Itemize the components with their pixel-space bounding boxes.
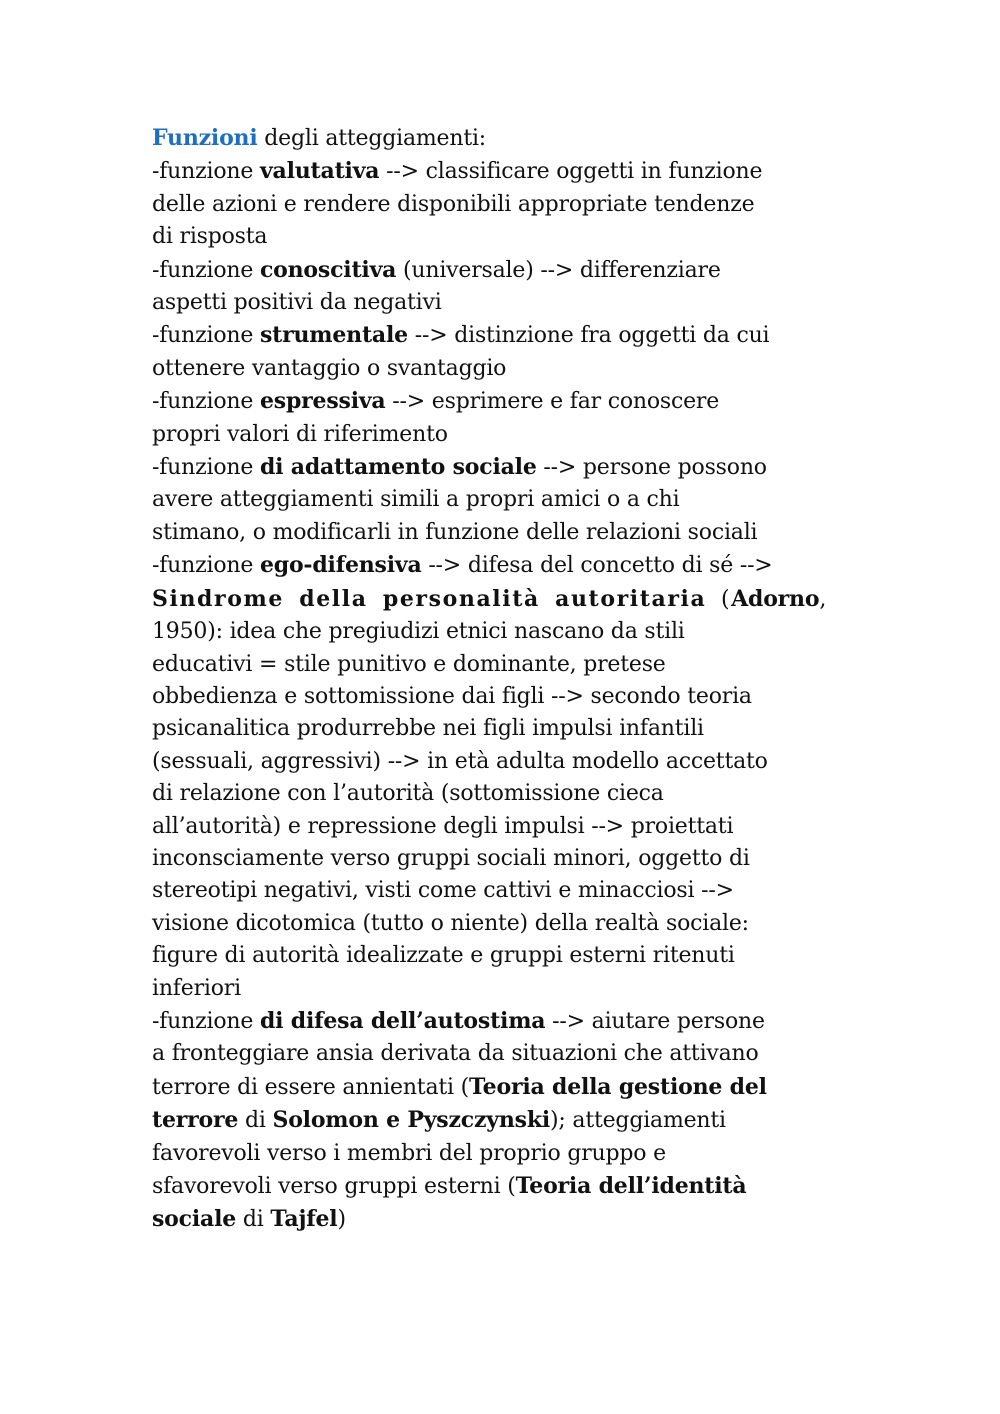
text-segment: (: [706, 586, 732, 612]
text-line: [152, 1138, 852, 1170]
text-line: [152, 122, 852, 155]
text-line: [152, 940, 852, 972]
text-line: [152, 385, 852, 418]
text-segment: di: [236, 1207, 271, 1233]
text-segment: -funzione: [152, 323, 260, 349]
text-line: [152, 843, 852, 875]
text-segment: ): [337, 1207, 346, 1233]
bold-term: Solomon e Pyszczynski: [272, 1107, 551, 1134]
text-line: [152, 353, 852, 385]
text-segment: propri valori di riferimento: [152, 421, 448, 447]
text-segment: di relazione con l’autorità (sottomissione cieca: [152, 781, 664, 807]
text-segment: all’autorità) e repressione degli impulsi --> proiettati: [152, 813, 734, 839]
bold-term: Tajfel: [270, 1206, 338, 1233]
text-segment: -funzione: [152, 455, 260, 481]
heading-word: Funzioni: [152, 125, 258, 151]
text-line: [152, 319, 852, 352]
bold-term: di difesa dell’autostima: [259, 1007, 546, 1034]
text-line: [152, 1170, 852, 1203]
document-text: [152, 122, 852, 1237]
text-segment: inferiori: [152, 975, 241, 1001]
text-segment: -funzione: [152, 553, 260, 579]
text-segment: (sessuali, aggressivi) --> in età adulta modello accettato: [152, 748, 768, 774]
text-line: [152, 419, 852, 451]
document-page: [152, 122, 852, 1237]
text-segment: --> classificare oggetti in funzione: [379, 159, 763, 185]
text-line: [152, 484, 852, 516]
text-line: [152, 254, 852, 287]
text-segment: ); atteggiamenti: [550, 1108, 726, 1134]
text-segment: degli atteggiamenti:: [257, 126, 487, 151]
text-line: [152, 1071, 852, 1104]
text-line: [152, 155, 852, 188]
text-segment: (universale) --> differenziare: [396, 257, 721, 283]
text-line: [152, 583, 852, 616]
text-segment: ,: [819, 586, 827, 612]
text-line: [152, 875, 852, 907]
bold-term: ego-difensiva: [259, 552, 422, 579]
text-line: [152, 1005, 852, 1038]
text-segment: --> esprimere e far conoscere: [385, 389, 720, 415]
bold-term: espressiva: [259, 388, 386, 415]
text-line: [152, 649, 852, 681]
text-segment: inconsciamente verso gruppi sociali minori, oggetto di: [152, 845, 750, 871]
bold-term: Adorno: [731, 585, 820, 612]
text-segment: stereotipi negativi, visti come cattivi e minacciosi -->: [152, 878, 734, 904]
text-segment: figure di autorità idealizzate e gruppi esterni ritenuti: [152, 943, 735, 969]
text-line: [152, 616, 852, 648]
text-segment: psicanalitica produrrebbe nei figli impulsi infantili: [152, 716, 704, 742]
text-segment: aspetti positivi da negativi: [152, 290, 442, 316]
text-line: [152, 811, 852, 843]
text-line: [152, 1104, 852, 1137]
text-line: [152, 1038, 852, 1070]
text-line: [152, 746, 852, 778]
text-segment: 1950): idea che pregiudizi etnici nascano da stili: [152, 619, 685, 645]
text-segment: -funzione: [152, 389, 260, 415]
text-segment: di: [238, 1108, 273, 1134]
bold-term: di adattamento sociale: [259, 454, 537, 481]
bold-term: terrore: [152, 1107, 239, 1134]
text-segment: favorevoli verso i membri del proprio gruppo e: [152, 1140, 666, 1166]
text-line: [152, 973, 852, 1005]
text-segment: --> persone possono: [536, 455, 767, 481]
text-segment: avere atteggiamenti simili a propri amici o a chi: [152, 487, 680, 513]
bold-term: conoscitiva: [259, 256, 397, 283]
text-segment: -funzione: [152, 159, 260, 185]
text-line: [152, 908, 852, 940]
text-line: [152, 189, 852, 221]
text-segment: -funzione: [152, 257, 260, 283]
text-segment: -funzione: [152, 1008, 260, 1034]
text-segment: di risposta: [152, 224, 268, 250]
text-line: [152, 778, 852, 810]
text-line: [152, 221, 852, 253]
text-segment: a fronteggiare ansia derivata da situazioni che attivano: [152, 1041, 759, 1067]
text-segment: sfavorevoli verso gruppi esterni (: [152, 1174, 516, 1199]
text-segment: --> distinzione fra oggetti da cui: [407, 323, 770, 349]
text-line: [152, 1203, 852, 1236]
text-segment: stimano, o modificarli in funzione delle relazioni sociali: [152, 519, 758, 545]
bold-term: strumentale: [259, 322, 408, 349]
bold-term: valutativa: [259, 158, 380, 185]
bold-term: Teoria della gestione del: [469, 1073, 767, 1100]
bold-term: Teoria dell’identità: [515, 1173, 747, 1199]
text-line: [152, 517, 852, 549]
text-line: [152, 287, 852, 319]
text-segment: ottenere vantaggio o svantaggio: [152, 355, 507, 381]
bold-term: Sindrome della personalità autoritaria: [152, 585, 707, 612]
text-segment: obbedienza e sottomissione dai figli --> secondo teoria: [152, 683, 752, 709]
text-line: [152, 451, 852, 484]
text-segment: visione dicotomica (tutto o niente) della realtà sociale:: [152, 910, 749, 936]
text-line: [152, 549, 852, 582]
text-segment: educativi = stile punitivo e dominante, pretese: [152, 651, 666, 677]
text-segment: delle azioni e rendere disponibili appropriate tendenze: [152, 191, 755, 217]
text-segment: --> aiutare persone: [545, 1008, 765, 1034]
text-line: [152, 681, 852, 713]
text-segment: terrore di essere annientati (: [152, 1074, 470, 1100]
text-segment: --> difesa del concetto di sé -->: [421, 553, 773, 579]
text-line: [152, 713, 852, 745]
bold-term: sociale: [152, 1206, 237, 1233]
